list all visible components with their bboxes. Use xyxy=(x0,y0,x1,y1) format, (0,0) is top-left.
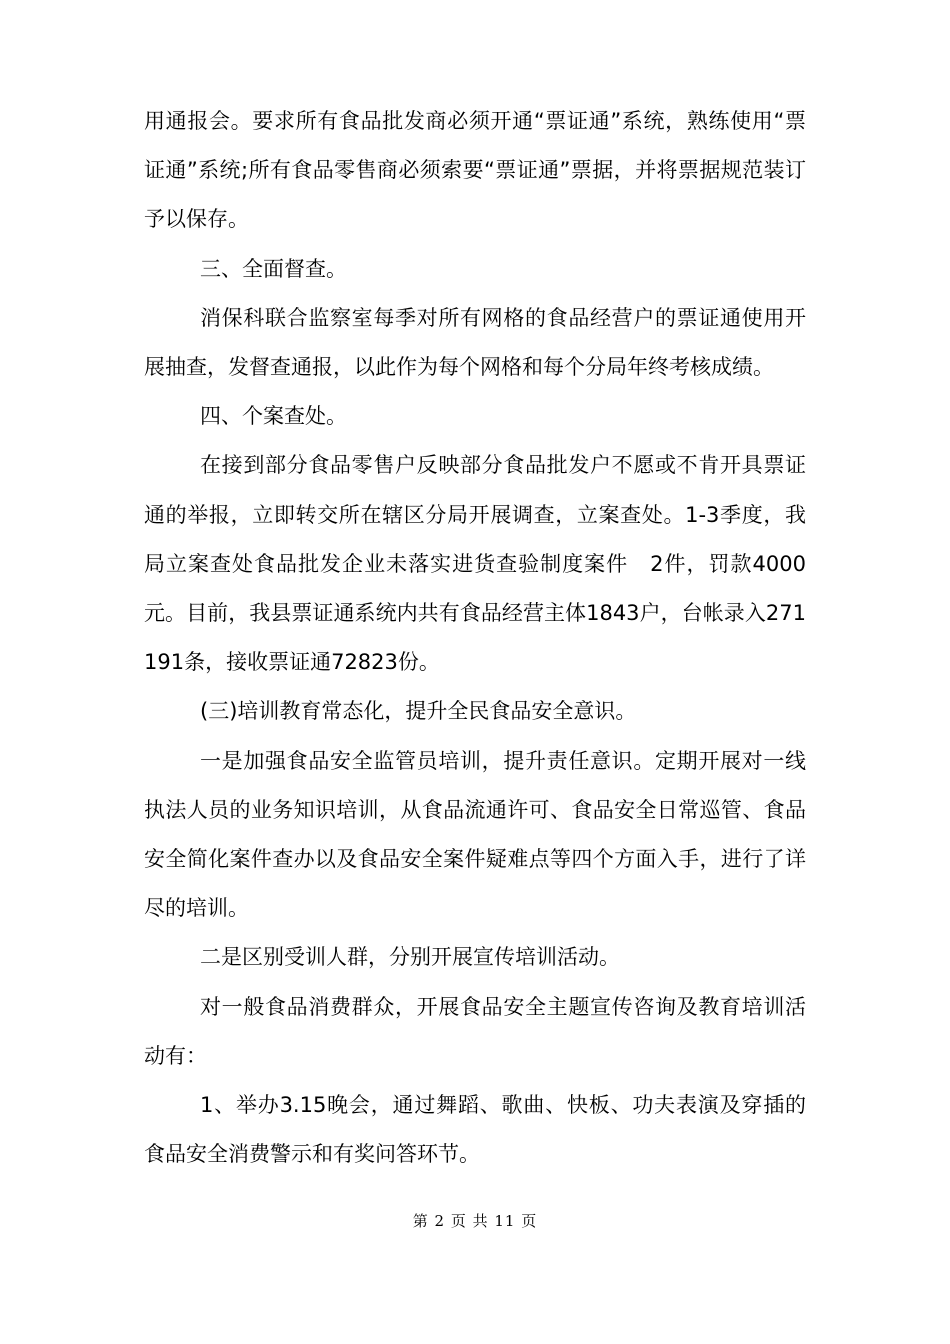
paragraph-1: 用通报会。要求所有食品批发商必须开通“票证通”系统，熟练使用“票证通”系统;所有食品零售商必须索要“票证通”票据，并将票据规范装订予以保存。 xyxy=(144,109,806,232)
document-body xyxy=(144,97,806,1179)
paragraph-6-heading: (三)培训教育常态化，提升全民食品安全意识。 xyxy=(200,699,637,724)
footer-suffix: 页 xyxy=(521,1212,538,1230)
paragraph-3: 消保科联合监察室每季对所有网格的食品经营户的票证通使用开展抽查，发督查通报，以此作为每个网格和每个分局年终考核成绩。 xyxy=(144,305,806,380)
footer-current-page: 2 xyxy=(434,1212,446,1230)
page-footer xyxy=(0,1210,950,1231)
paragraph-5: 在接到部分食品零售户反映部分食品批发户不愿或不肯开具票证通的举报，立即转交所在辖区分局开展调查，立案查处。1-3季度，我局立案查处食品批发企业未落实进货查验制度案件 2件，罚款4000元。目前，我县票证通系统内共有食品经营主体1843户，台帐录入271191条，接收票证通72823份。 xyxy=(144,453,806,675)
paragraph-2-heading: 三、全面督查。 xyxy=(200,256,347,281)
footer-middle: 页 共 xyxy=(450,1212,489,1230)
footer-prefix: 第 xyxy=(412,1212,429,1230)
footer-total-pages: 11 xyxy=(494,1212,516,1230)
paragraph-8: 二是区别受训人群，分别开展宣传培训活动。 xyxy=(200,945,620,970)
paragraph-7: 一是加强食品安全监管员培训，提升责任意识。定期开展对一线执法人员的业务知识培训，从食品流通许可、食品安全日常巡管、食品安全简化案件查办以及食品安全案件疑难点等四个方面入手，进行了详尽的培训。 xyxy=(144,748,806,921)
paragraph-4-heading: 四、个案查处。 xyxy=(200,404,347,429)
paragraph-9: 对一般食品消费群众，开展食品安全主题宣传咨询及教育培训活动有： xyxy=(144,994,806,1068)
paragraph-10: 1、举办3.15晚会，通过舞蹈、歌曲、快板、功夫表演及穿插的食品安全消费警示和有奖问答环节。 xyxy=(144,1093,806,1167)
